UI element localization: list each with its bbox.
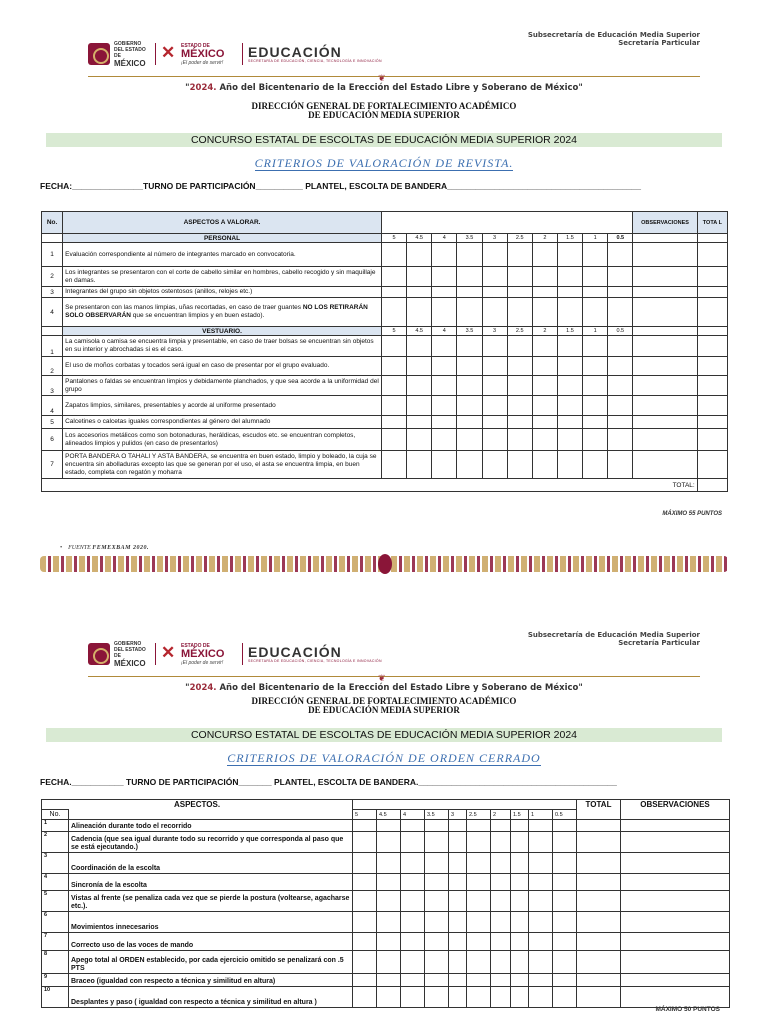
table-row: 3 Coordinación de la escolta bbox=[42, 853, 730, 874]
state-seal-icon bbox=[88, 643, 110, 665]
table-row: 2 Cadencia (que sea igual durante todo su recorrido y que corresponda al paso que se está ejecutando.) bbox=[42, 832, 730, 853]
logo-divider bbox=[155, 643, 156, 665]
max-points-note: MÁXIMO 50 PUNTOS bbox=[655, 1006, 720, 1013]
edomex-logo-text: ESTADO DE MÉXICO ¡El poder de servir! bbox=[181, 642, 225, 666]
subsecretaria-text: Subsecretaría de Educación Media Superior bbox=[527, 631, 700, 639]
scores-row: No. 5 4.5 4 3.5 3 2.5 2 1.5 1 0.5 bbox=[42, 810, 730, 820]
gob-logo-text: GOBIERNO DEL ESTADO DE MÉXICO bbox=[114, 40, 146, 68]
table-row: 1 Alineación durante todo el recorrido bbox=[42, 820, 730, 832]
section-vestuario: VESTUARIO. bbox=[63, 327, 382, 336]
table-row: 6 Movimientos innecesarios bbox=[42, 912, 730, 933]
border-ornament-icon bbox=[378, 554, 392, 574]
col-no-header: No. bbox=[42, 212, 63, 234]
edomex-logo-text: ESTADO DE MÉXICO ¡El poder de servir! bbox=[181, 42, 225, 66]
edomex-logo-icon bbox=[161, 45, 179, 63]
year-motto: "2024. Año del Bicentenario de la Erección del Estado Libre y Soberano de México" bbox=[185, 683, 583, 693]
source-note: • FUENTE FEMEXBAM 2020. bbox=[60, 545, 149, 551]
logo-divider bbox=[155, 43, 156, 65]
year-motto: "2024. Año del Bicentenario de la Erección del Estado Libre y Soberano de México" bbox=[185, 83, 583, 93]
col-total-header: TOTA L bbox=[697, 212, 727, 234]
total-value-cell[interactable] bbox=[697, 479, 727, 492]
criteria-title: CRITERIOS DE VALORACIÓN DE ORDEN CERRADO bbox=[227, 751, 541, 765]
contest-banner: CONCURSO ESTATAL DE ESCOLTAS DE EDUCACIÓN MEDIA SUPERIOR 2024 bbox=[46, 133, 722, 147]
table-row: 9 Braceo (igualdad con respecto a técnica y similitud en altura) bbox=[42, 974, 730, 987]
table-row: 10 Desplantes y paso ( igualdad con respecto a técnica y similitud en altura ) bbox=[42, 987, 730, 1008]
total-row bbox=[42, 479, 728, 492]
table-header-row bbox=[42, 800, 730, 810]
table-row: 3 Integrantes del grupo sin objetos ostentosos (anillos, relojes etc.) bbox=[42, 287, 728, 298]
direction-title: DIRECCIÓN GENERAL DE FORTALECIMIENTO ACADÉMICO DE EDUCACIÓN MEDIA SUPERIOR bbox=[251, 101, 517, 120]
table-row: 7 Correcto uso de las voces de mando bbox=[42, 933, 730, 951]
logo-row bbox=[88, 640, 382, 668]
header-divider bbox=[88, 76, 700, 77]
subsecretaria-text: Subsecretaría de Educación Media Superior bbox=[527, 31, 700, 39]
form-fields-line: FECHA:_______________TURNO DE PARTICIPACIÓN__________ PLANTEL, ESCOLTA DE BANDERA_________________________________________ bbox=[40, 181, 641, 191]
secretaria-text: Secretaría Particular bbox=[618, 639, 700, 647]
col-aspects-header: ASPECTOS A VALORAR. bbox=[63, 212, 382, 234]
col-aspects-header: ASPECTOS. bbox=[42, 800, 353, 810]
table-row: 3 Pantalones o faldas se encuentran limpios y debidamente planchados, y que sea acorde a la uniformidad del grupo bbox=[42, 376, 728, 396]
sub-heading bbox=[528, 31, 700, 47]
col-observations-header: OBSERVACIONES bbox=[621, 800, 730, 820]
table-row: 2 Los integrantes se presentaron con el corte de cabello similar en hombres, cabello recogido y sin maquillaje en damas. bbox=[42, 267, 728, 287]
section-row-personal: PERSONAL 5 4.5 4 3.5 3 2.5 2 1.5 1 0.5 bbox=[42, 234, 728, 243]
table-row: 1 La camisola o camisa se encuentra limpia y presentable, en caso de traer bolsas se encuentran sin objetos en su interior y abrochadas si es el caso. bbox=[42, 336, 728, 357]
revista-table bbox=[41, 211, 728, 492]
logo-row bbox=[88, 40, 382, 68]
table-row: 5 Calcetines o calcetas iguales correspondientes al género del alumnado bbox=[42, 416, 728, 429]
table-row: 4 Zapatos limpios, similares, presentables y acorde al uniforme presentado bbox=[42, 396, 728, 416]
table-row: 7 PORTA BANDERA O TAHALI Y ASTA BANDERA, se encuentra en buen estado, limpio y boleado, la cuja se encuentra sin abolladuras excepto las que se generan por el uso, el asta se encuentra limpia, en buen estado, completa con regatón y moharra bbox=[42, 451, 728, 479]
contest-banner: CONCURSO ESTATAL DE ESCOLTAS DE EDUCACIÓN MEDIA SUPERIOR 2024 bbox=[46, 728, 722, 742]
section-personal: PERSONAL bbox=[63, 234, 382, 243]
table-row: 8 Apego total al ORDEN establecido, por cada ejercicio omitido se penalizará con .5 PTS bbox=[42, 951, 730, 974]
table-header-row bbox=[42, 212, 728, 234]
criteria-title: CRITERIOS DE VALORACIÓN DE REVISTA. bbox=[254, 156, 514, 170]
direction-title: DIRECCIÓN GENERAL DE FORTALECIMIENTO ACADÉMICO DE EDUCACIÓN MEDIA SUPERIOR bbox=[251, 696, 517, 715]
table-row: 1 Evaluación correspondiente al número de integrantes marcado en convocatoria. bbox=[42, 243, 728, 267]
col-observations-header: OBSERVACIONES bbox=[633, 212, 697, 234]
col-no-header: No. bbox=[42, 810, 69, 820]
table-row: 4 Se presentaron con las manos limpias, uñas recortadas, en caso de traer guantes NO LOS RETIRARÁN SOLO OBSERVARÁN que se encuentran limpios y en buen estado). bbox=[42, 298, 728, 327]
table-row: 5 Vistas al frente (se penaliza cada vez que se pierde la postura (voltearse, agacharse etc.). bbox=[42, 891, 730, 912]
max-points-note: MÁXIMO 55 PUNTOS bbox=[662, 511, 722, 517]
col-total-header: TOTAL bbox=[577, 800, 621, 820]
header-divider bbox=[88, 676, 700, 677]
state-seal-icon bbox=[88, 43, 110, 65]
flower-ornament-icon: ❦ bbox=[378, 673, 386, 683]
secretaria-text: Secretaría Particular bbox=[618, 39, 700, 47]
education-logo: EDUCACIÓN SECRETARÍA DE EDUCACIÓN, CIENCIA, TECNOLOGÍA E INNOVACIÓN bbox=[248, 43, 382, 63]
table-row: 4 Sincronía de la escolta bbox=[42, 874, 730, 891]
section-row-vestuario: VESTUARIO. 5 4.5 4 3.5 3 2.5 2 1.5 1 0.5 bbox=[42, 327, 728, 336]
sub-heading bbox=[528, 631, 700, 647]
flower-ornament-icon: ❦ bbox=[378, 73, 386, 83]
form-fields-line: FECHA.___________ TURNO DE PARTICIPACIÓN_______ PLANTEL, ESCOLTA DE BANDERA.__________________________________________ bbox=[40, 777, 617, 787]
total-label: TOTAL: bbox=[633, 479, 697, 492]
logo-divider bbox=[242, 643, 243, 665]
education-logo: EDUCACIÓN SECRETARÍA DE EDUCACIÓN, CIENCIA, TECNOLOGÍA E INNOVACIÓN bbox=[248, 643, 382, 663]
logo-divider bbox=[242, 43, 243, 65]
table-row: 6 Los accesorios metálicos como son botonaduras, heráldicas, escudos etc. se encuentran completos, alineados limpios y pulidos (en caso de presentarlos) bbox=[42, 429, 728, 451]
table-row: 2 El uso de moños corbatas y tocados será igual en caso de presentar por el grupo evaluado. bbox=[42, 357, 728, 376]
edomex-logo-icon bbox=[161, 645, 179, 663]
orden-cerrado-table bbox=[41, 799, 730, 1008]
gob-logo-text: GOBIERNO DEL ESTADO DE MÉXICO bbox=[114, 640, 146, 668]
